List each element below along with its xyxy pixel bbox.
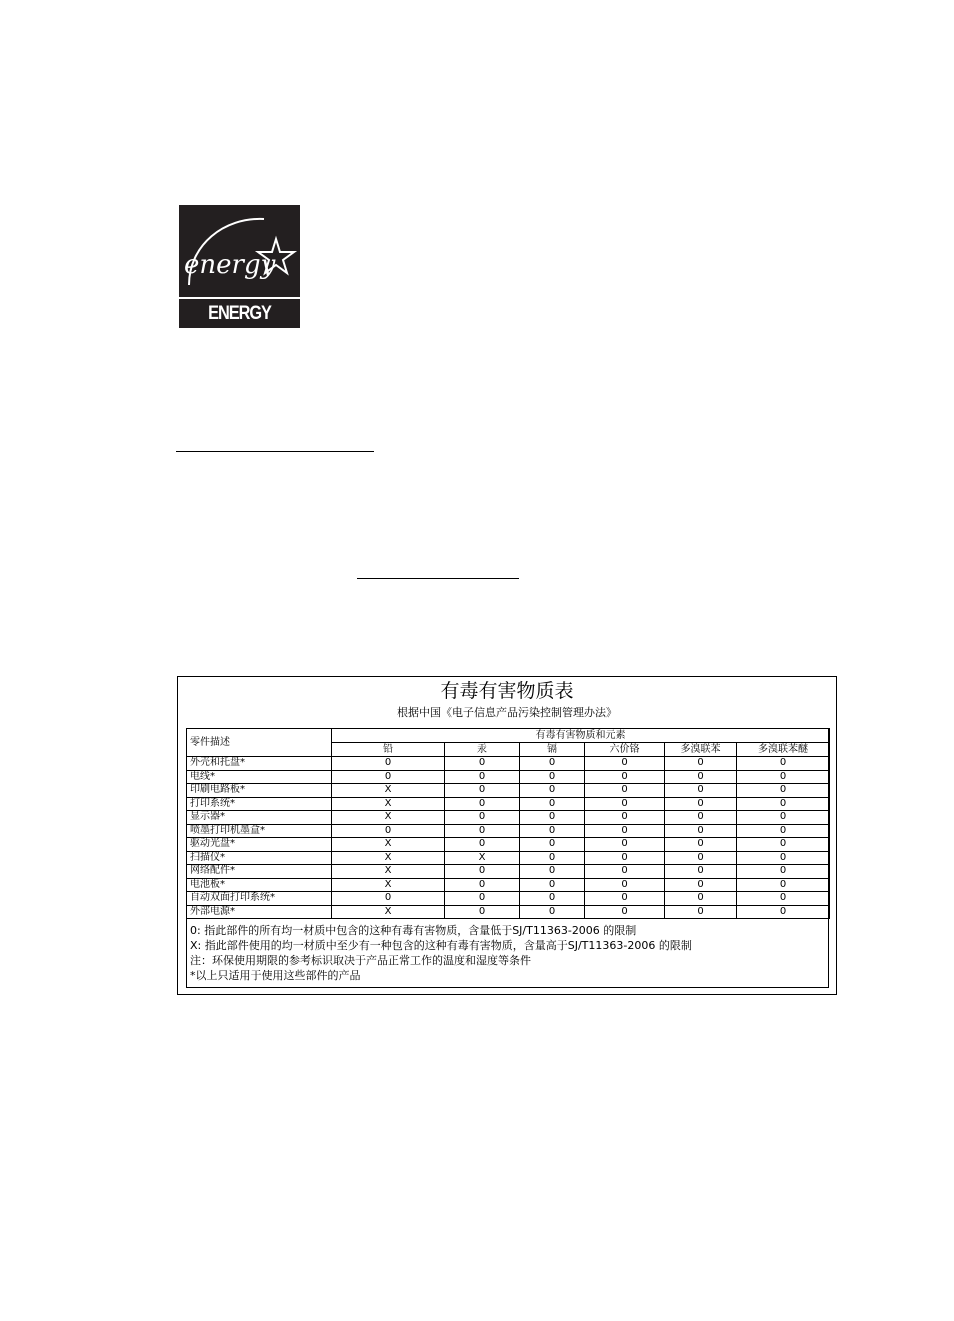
- substance-value: 0: [445, 811, 520, 825]
- part-name: 显示器*: [187, 811, 332, 825]
- table-subtitle: 根据中国《电子信息产品污染控制管理办法》: [397, 706, 617, 719]
- substance-value: 0: [520, 784, 585, 798]
- column-header: 镉: [520, 743, 585, 757]
- substance-value: 0: [665, 838, 737, 852]
- part-name: 外壳和托盘*: [187, 757, 332, 771]
- substance-value: 0: [585, 905, 665, 919]
- part-name: 电线*: [187, 770, 332, 784]
- table-row: [187, 757, 830, 771]
- substance-value: 0: [520, 797, 585, 811]
- substance-value: 0: [585, 851, 665, 865]
- table-notes: [190, 923, 692, 983]
- column-header: 铅: [332, 743, 445, 757]
- substance-value: 0: [445, 757, 520, 771]
- substance-value: 0: [585, 797, 665, 811]
- part-name: 打印系统*: [187, 797, 332, 811]
- substance-value: 0: [585, 824, 665, 838]
- substance-value: 0: [737, 824, 830, 838]
- substance-value: X: [332, 865, 445, 879]
- substance-value: 0: [585, 770, 665, 784]
- part-name: 电池板*: [187, 878, 332, 892]
- table-row: [187, 797, 830, 811]
- substance-value: 0: [737, 878, 830, 892]
- column-header: 多溴联苯: [665, 743, 737, 757]
- note-line: X: 指此部件使用的均一材质中至少有一种包含的这种有毒有害物质，含量高于SJ/T11363-2006 的限制: [190, 939, 692, 952]
- substance-value: 0: [737, 865, 830, 879]
- note-line: 注：环保使用期限的参考标识取决于产品正常工作的温度和湿度等条件: [190, 954, 531, 967]
- table-row: [187, 892, 830, 906]
- substance-value: 0: [665, 851, 737, 865]
- substance-value: X: [332, 878, 445, 892]
- substance-value: 0: [737, 838, 830, 852]
- table-row: [187, 865, 830, 879]
- underline-rule: [176, 451, 374, 452]
- substance-value: 0: [445, 797, 520, 811]
- column-header: 六价铬: [585, 743, 665, 757]
- substance-value: 0: [520, 811, 585, 825]
- substance-value: 0: [585, 892, 665, 906]
- substance-value: 0: [737, 770, 830, 784]
- underline-rule: [357, 578, 519, 579]
- note-line: 0: 指此部件的所有均一材质中包含的这种有毒有害物质，含量低于SJ/T11363-2006 的限制: [190, 924, 637, 937]
- table-row: [187, 838, 830, 852]
- header-part-description: 零件描述: [187, 729, 332, 757]
- substance-value: 0: [332, 824, 445, 838]
- substance-value: 0: [665, 865, 737, 879]
- header-substances-group: 有毒有害物质和元素: [332, 729, 830, 743]
- table-row: [187, 824, 830, 838]
- substance-value: 0: [665, 892, 737, 906]
- substance-value: 0: [585, 784, 665, 798]
- substances-table: [186, 728, 830, 919]
- substance-value: 0: [445, 905, 520, 919]
- substance-value: 0: [520, 878, 585, 892]
- column-header: 多溴联苯醚: [737, 743, 830, 757]
- part-name: 网络配件*: [187, 865, 332, 879]
- substance-value: 0: [737, 811, 830, 825]
- energy-star-label: ENERGY STAR: [208, 303, 271, 348]
- substance-value: 0: [520, 824, 585, 838]
- substance-value: X: [332, 851, 445, 865]
- logo-divider: [179, 297, 300, 299]
- table-row: [187, 905, 830, 919]
- substance-value: X: [445, 851, 520, 865]
- part-name: 印刷电路板*: [187, 784, 332, 798]
- table-row: [187, 851, 830, 865]
- substance-value: 0: [520, 892, 585, 906]
- substance-value: 0: [445, 892, 520, 906]
- substance-value: 0: [737, 784, 830, 798]
- table-row: [187, 811, 830, 825]
- substance-value: 0: [737, 905, 830, 919]
- substance-value: 0: [665, 811, 737, 825]
- substance-value: 0: [445, 824, 520, 838]
- substance-value: 0: [520, 838, 585, 852]
- substance-value: 0: [665, 824, 737, 838]
- substance-value: 0: [445, 865, 520, 879]
- substance-value: 0: [520, 770, 585, 784]
- table-row: [187, 784, 830, 798]
- substance-value: 0: [520, 757, 585, 771]
- substance-value: 0: [585, 811, 665, 825]
- substance-value: 0: [737, 757, 830, 771]
- substance-value: X: [332, 811, 445, 825]
- column-header: 汞: [445, 743, 520, 757]
- substance-value: 0: [665, 797, 737, 811]
- substance-value: 0: [520, 905, 585, 919]
- substance-value: X: [332, 784, 445, 798]
- substance-value: 0: [737, 892, 830, 906]
- substance-value: 0: [332, 770, 445, 784]
- energy-script-text: energy: [184, 250, 276, 280]
- substance-value: 0: [332, 757, 445, 771]
- substance-value: 0: [665, 905, 737, 919]
- part-name: 喷墨打印机墨盒*: [187, 824, 332, 838]
- substance-value: 0: [445, 838, 520, 852]
- substance-value: X: [332, 797, 445, 811]
- substance-value: 0: [585, 878, 665, 892]
- energy-star-logo: [179, 205, 300, 348]
- substance-value: 0: [665, 770, 737, 784]
- part-name: 驱动光盘*: [187, 838, 332, 852]
- substance-value: 0: [520, 851, 585, 865]
- substance-value: 0: [585, 757, 665, 771]
- substance-value: 0: [665, 878, 737, 892]
- part-name: 外部电源*: [187, 905, 332, 919]
- substance-value: 0: [445, 878, 520, 892]
- substance-value: 0: [445, 770, 520, 784]
- substance-value: X: [332, 838, 445, 852]
- table-row: [187, 878, 830, 892]
- substance-value: 0: [737, 797, 830, 811]
- substance-value: 0: [332, 892, 445, 906]
- substance-value: 0: [665, 784, 737, 798]
- substance-value: 0: [665, 757, 737, 771]
- substance-value: 0: [585, 865, 665, 879]
- part-name: 自动双面打印系统*: [187, 892, 332, 906]
- substance-value: 0: [520, 865, 585, 879]
- substance-value: 0: [445, 784, 520, 798]
- table-row: [187, 770, 830, 784]
- table-title: 有毒有害物质表: [440, 680, 574, 702]
- substance-value: X: [332, 905, 445, 919]
- substance-value: 0: [737, 851, 830, 865]
- energy-star-swoosh-icon: [179, 205, 300, 297]
- note-line: *以上只适用于使用这些部件的产品: [190, 969, 361, 982]
- part-name: 扫描仪*: [187, 851, 332, 865]
- substance-value: 0: [585, 838, 665, 852]
